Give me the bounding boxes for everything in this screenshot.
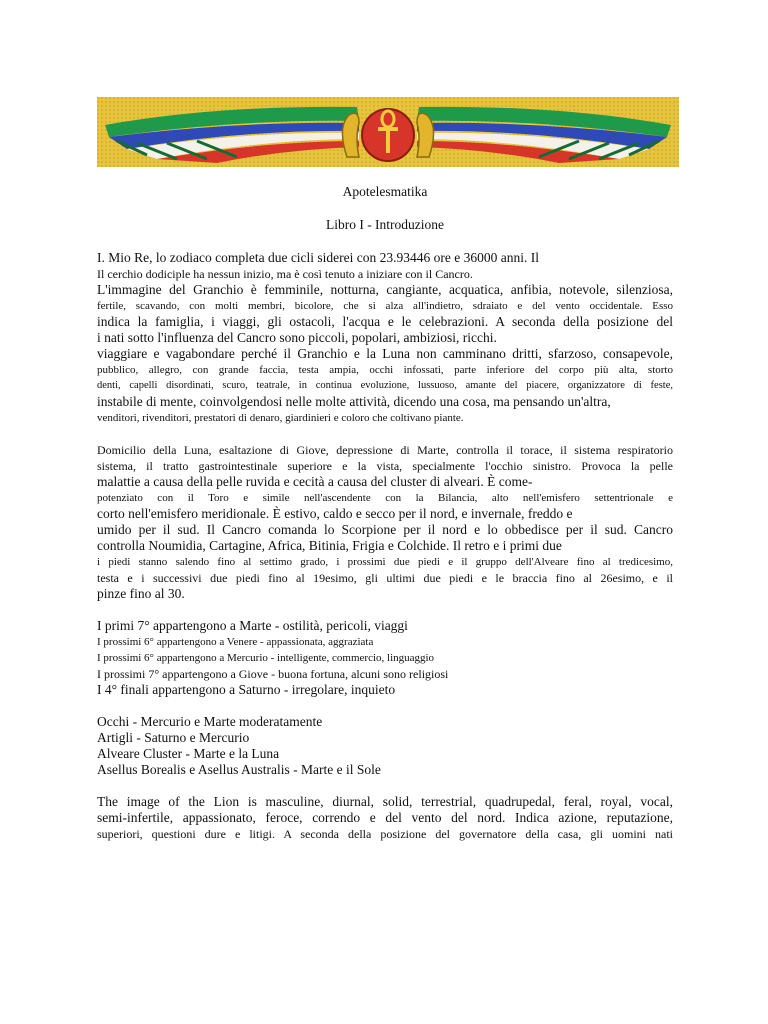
text-line: viaggiare e vagabondare perché il Granchio e la Luna non camminano dritti, sfarzoso, consapevole, [97, 346, 673, 361]
document-body [97, 184, 673, 842]
text-line: I prossimi 6° appartengono a Venere - appassionata, aggraziata [97, 636, 374, 648]
paragraph-stars [97, 714, 673, 778]
text-line: denti, capelli disordinati, scuro, teatrale, in continua evoluzione, lussuoso, amante del piacere, organizzatore di feste, [97, 380, 673, 391]
text-line: I primi 7° appartengono a Marte - ostilità, pericoli, viaggi [97, 618, 408, 633]
document-subtitle: Libro I - Introduzione [325, 217, 445, 232]
text-line: instabile di mente, coinvolgendosi nelle molte attività, dicendo una cosa, ma pensando un'altra, [97, 394, 611, 409]
text-line: Il cerchio dodiciple ha nessun inizio, ma è così tenuto a iniziare con il Cancro. [97, 267, 473, 281]
text-line: Asellus Borealis e Asellus Australis - Marte e il Sole [97, 762, 381, 777]
text-line: testa e i successivi due piedi fino al 19esimo, gli ultimi due piedi e le braccia fino al 26esimo, e il [97, 571, 673, 585]
text-line: i nati sotto l'influenza del Cancro sono piccoli, popolari, ambiziosi, ricchi. [97, 330, 497, 345]
text-line: I 4° finali appartengono a Saturno - irregolare, inquieto [97, 682, 396, 697]
paragraph-decans [97, 618, 673, 698]
winged-sun-banner-icon [97, 97, 679, 167]
text-line: Domicilio della Luna, esaltazione di Giove, depressione di Marte, controlla il torace, il sistema respiratorio [97, 443, 673, 457]
text-line: pubblico, allegro, con grande faccia, testa ampia, occhi infossati, parte inferiore del corpo più alta, storto [97, 364, 673, 376]
text-line: malattie a causa della pelle ruvida e cecità a causa del cluster di alveari. È come- [97, 474, 533, 489]
text-line: semi-infertile, appassionato, feroce, correndo e del vento del nord. Indica azione, reputazione, [97, 810, 673, 825]
paragraph-domicile [97, 442, 673, 602]
text-line: The image of the Lion is masculine, diurnal, solid, terrestrial, quadrupedal, feral, royal, vocal, [97, 794, 673, 809]
text-line: I. Mio Re, lo zodiaco completa due cicli siderei con 23.93446 ore e 36000 anni. Il [97, 250, 539, 265]
text-line: L'immagine del Granchio è femminile, notturna, cangiante, acquatica, anfibia, notevole, silenziosa, [97, 282, 673, 297]
text-line: venditori, rivenditori, prestatori di denaro, giardinieri e coloro che coltivano piante. [97, 412, 464, 424]
text-line: controlla Noumidia, Cartagine, Africa, Bitinia, Frigia e Colchide. Il retro e i primi due [97, 538, 562, 553]
text-line: umido per il sud. Il Cancro comanda lo Scorpione per il nord e lo obbedisce per il sud. Cancro [97, 522, 673, 537]
text-line: pinze fino al 30. [97, 586, 185, 601]
text-line: potenziato con il Toro e simile nell'ascendente con la Bilancia, alto nell'emisfero settentrionale e [97, 492, 673, 504]
text-line: corto nell'emisfero meridionale. È estivo, caldo e secco per il nord, e invernale, freddo e [97, 506, 573, 521]
text-line: superiori, questioni dure e litigi. A seconda della posizione del governatore della casa, gli uomini nati [97, 827, 673, 841]
paragraph-cancer-image [97, 250, 673, 426]
text-line: Alveare Cluster - Marte e la Luna [97, 746, 280, 761]
document-title: Apotelesmatika [342, 184, 428, 199]
text-line: i piedi stanno salendo fino al settimo grado, i prossimi due piedi e il gruppo dell'Alveare fino al tredicesimo, [97, 556, 673, 568]
text-line: I prossimi 6° appartengono a Mercurio - intelligente, commercio, linguaggio [97, 652, 435, 664]
text-line: I prossimi 7° appartengono a Giove - buona fortuna, alcuni sono religiosi [97, 667, 449, 681]
text-line: Occhi - Mercurio e Marte moderatamente [97, 714, 323, 729]
text-line: indica la famiglia, i viaggi, gli ostacoli, l'acqua e le celebrazioni. A seconda della posizione del [97, 314, 673, 329]
paragraph-lion-image [97, 794, 673, 842]
text-line: sistema, il tratto gastrointestinale superiore e la vista, specialmente l'occhio sinistro. Provoca la pelle [97, 459, 673, 473]
text-line: fertile, scavando, con molti membri, bicolore, che si alza all'indietro, sdraiato e del vento occidentale. Esso [97, 300, 673, 312]
text-line: Artigli - Saturno e Mercurio [97, 730, 250, 745]
